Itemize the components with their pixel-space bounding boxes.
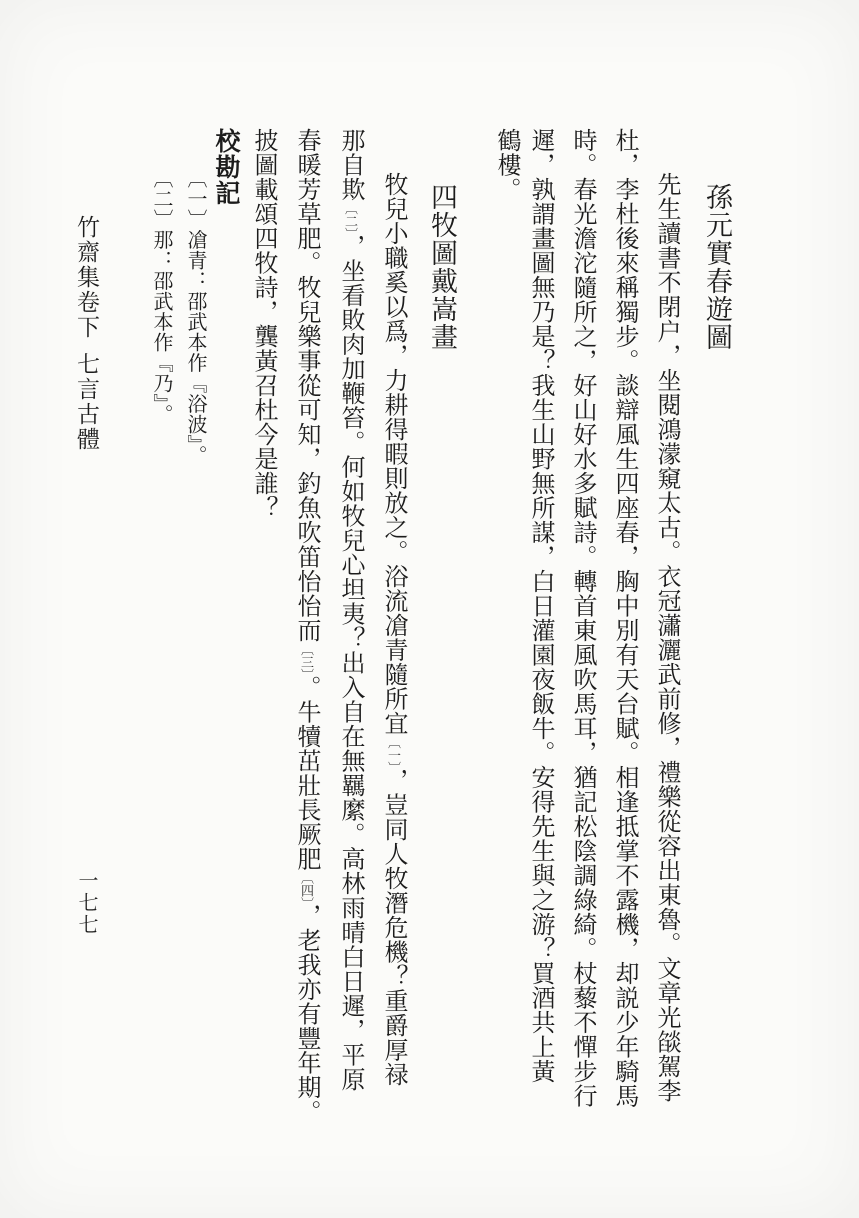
collation-ref-marker: 〔四〕 (299, 871, 314, 904)
page-number: 一七七 (75, 870, 97, 936)
spine-section-title: 七言古體 (74, 352, 99, 452)
collation-note-1: 〔一〕凔青：邵武本作『浴波』。 (184, 168, 206, 466)
collation-ref-marker: 〔二〕 (343, 201, 358, 234)
poem-2-title: 四牧圖戴嵩畫 (427, 183, 457, 351)
poem-1-column-4: 遲，孰謂畫圖無乃是？我生山野無所謀，白日灌園夜飯牛。安得先生與之游？買酒共上黃 (527, 128, 553, 1084)
poem-1-column-3: 時。春光澹沱隨所之，好山好水多賦詩。轉首東風吹馬耳，猶記松陰調綠綺。杖藜不憚步行 (569, 128, 595, 1108)
poem-1-column-5: 鶴樓。 (493, 128, 519, 202)
poem-1-column-2: 杜，李杜後來稱獨步。談辯風生四座春，胸中別有天台賦。相逢抵掌不露機，却説少年騎馬 (611, 128, 637, 1108)
poem-2-column-3: 春暖芳草肥。牧兒樂事從可知，釣魚吹笛怡怡而〔三〕。牛犢茁壯長厥肥〔四〕，老我亦有豐年期。 (293, 128, 319, 1124)
poem-2-column-4: 披圖載頌四牧詩，龔黃召杜今是誰？ (250, 128, 276, 520)
poem-1-title: 孫元實春遊圖 (702, 183, 732, 351)
poem-2-column-1: 牧兒小職奚以爲，力耕得暇則放之。浴流凔青隨所宜〔一〕，豈同人牧潛危機？重爵厚禄 (380, 172, 406, 1087)
poem-2-column-2: 那自欺〔二〕，坐看敗肉加鞭笞。何如牧兒心坦夷？出入自在無羈縻。高林雨晴白日遲，平原 (337, 128, 363, 1092)
spine-book-title: 竹齋集卷下 (74, 215, 99, 340)
collation-ref-marker: 〔三〕 (299, 642, 314, 675)
collation-note-2: 〔二〕那：邵武本作『乃』。 (150, 168, 172, 425)
collation-heading: 校勘記 (212, 128, 239, 206)
collation-ref-marker: 〔一〕 (386, 735, 401, 768)
poem-1-column-1: 先生讀書不閉户，坐閱鴻濛窺太古。衣冠瀟灑武前修，禮樂從容出東魯。文章光燄駕李 (653, 172, 679, 1103)
